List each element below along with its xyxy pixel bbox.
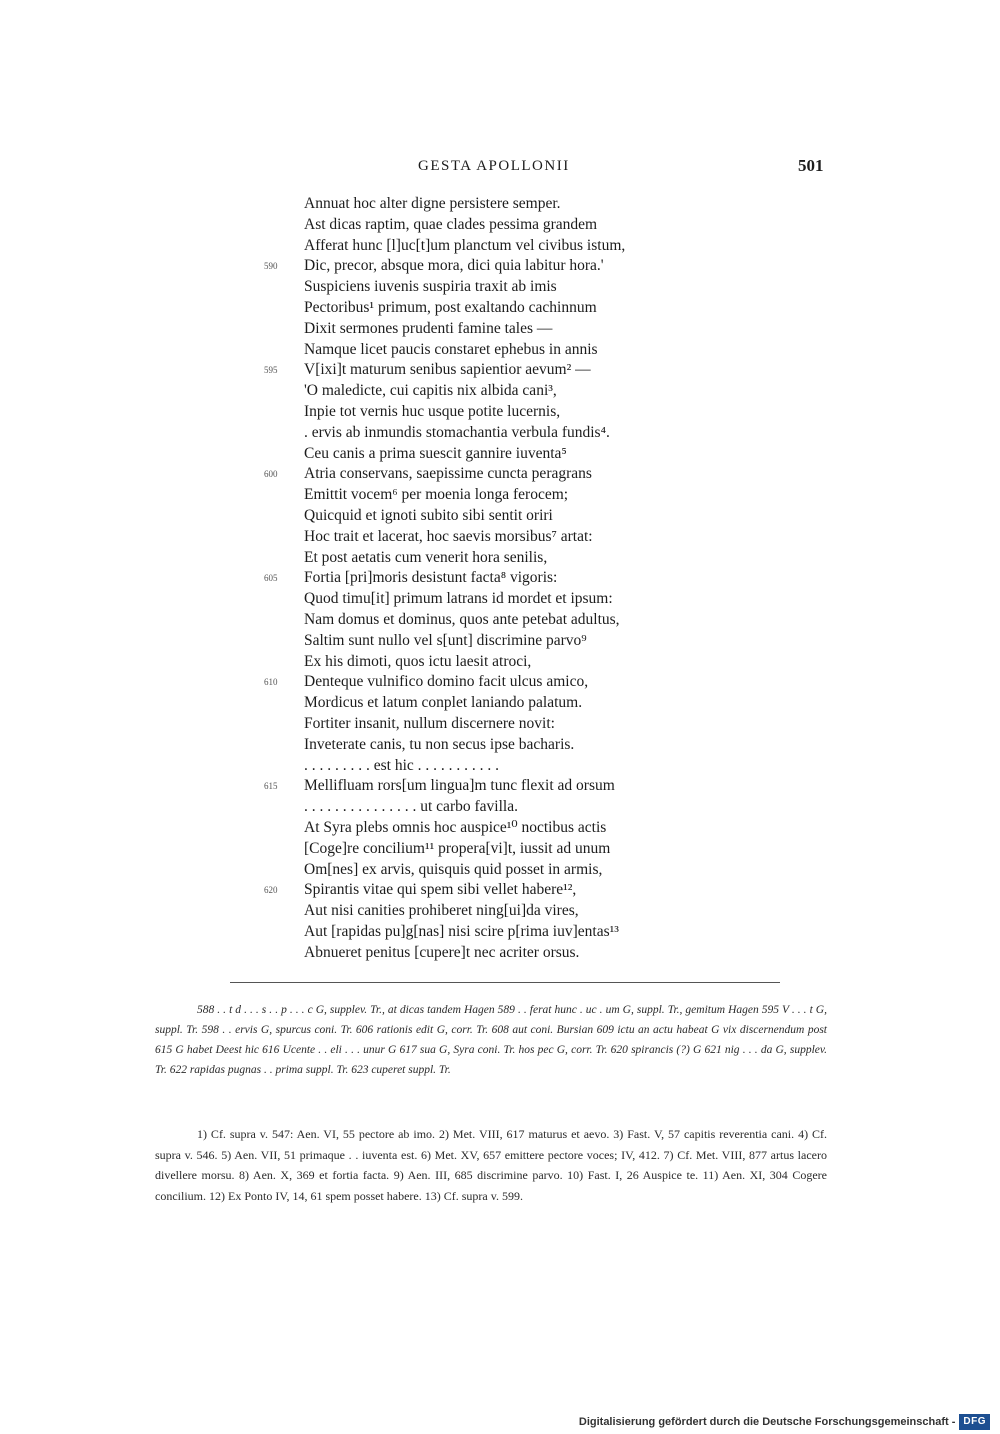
dfg-logo-text: DFG [963, 1416, 986, 1427]
line-number: 605 [264, 573, 278, 583]
verse-line: Dixit sermones prudenti famine tales — [304, 320, 553, 337]
verse-line: Om[nes] ex arvis, quisquis quid posset in armis, [304, 861, 603, 878]
footnotes-paragraph: 1) Cf. supra v. 547: Aen. VI, 55 pectore ab imo. 2) Met. VIII, 617 maturus et aevo. 3) Fast. V, 57 capitis reverentia cani. 4) Cf. supra v. 546. 5) Aen. VII, 51 primaque . . iuventa est. 6) Met. XV, 657 emittere pectore voces; IV, 412. 7) Cf. Met. VIII, 877 artus lacero divellere morsu. 8) Aen. X, 369 et fortia facta. 9) Aen. III, 685 discrimine parvo. 10) Fast. I, 26 Auspice te. 11) Aen. XI, 304 Cogere concilium. 12) Ex Ponto IV, 14, 61 spem posset habere. 13) Cf. supra v. 599. [155, 1127, 827, 1203]
verse-line: Suspiciens iuvenis suspiria traxit ab imis [304, 278, 557, 295]
line-number: 595 [264, 365, 278, 375]
page-number: 501 [798, 156, 824, 175]
verse-line: 'O maledicte, cui capitis nix albida cani³, [304, 382, 557, 399]
verse-line: Ex his dimoti, quos ictu laesit atroci, [304, 653, 532, 670]
credit-text: Digitalisierung gefördert durch die Deutsche Forschungsgemeinschaft - [578, 1416, 956, 1428]
verse-line: Ceu canis a prima suescit gannire iuventa⁵ [304, 445, 567, 462]
line-number: 590 [264, 261, 278, 271]
separator-rule [230, 982, 780, 983]
line-number: 600 [264, 469, 278, 479]
verse-line: Atria conservans, saepissime cuncta peragrans [304, 465, 592, 482]
verse-line: Abnueret penitus [cupere]t nec acriter orsus. [304, 944, 580, 961]
verse-line: Nam domus et dominus, quos ante petebat adultus, [304, 611, 620, 628]
footnotes [155, 1124, 827, 1206]
verse-line: Dic, precor, absque mora, dici quia labitur hora.' [304, 257, 604, 274]
running-title: GESTA APOLLONII [418, 158, 570, 174]
verse-line: Fortiter insanit, nullum discernere novit: [304, 715, 555, 732]
verse-line: V[ixi]t maturum senibus sapientior aevum² — [304, 361, 591, 378]
verse-line: Emittit vocem⁶ per moenia longa ferocem; [304, 486, 569, 503]
verse-line: Namque licet paucis constaret ephebus in annis [304, 341, 598, 358]
verse-line: Fortia [pri]moris desistunt facta⁸ vigoris: [304, 569, 558, 586]
verse-line: Saltim sunt nullo vel s[unt] discrimine parvo⁹ [304, 632, 587, 649]
verse-line: Hoc trait et lacerat, hoc saevis morsibus⁷ artat: [304, 528, 593, 545]
verse-line: [Coge]re concilium¹¹ propera[vi]t, iussit ad unum [304, 840, 611, 857]
page-header [0, 158, 1000, 182]
verse-line: Inpie tot vernis huc usque potite lucernis, [304, 403, 561, 420]
verse-line: Annuat hoc alter digne persistere semper. [304, 195, 561, 212]
verse-line: Quicquid et ignoti subito sibi sentit oriri [304, 507, 553, 524]
line-number: 620 [264, 885, 278, 895]
digitization-credit [579, 1414, 990, 1430]
verse-line: Inveterate canis, tu non secus ipse bacharis. [304, 736, 575, 753]
verse-line: Aut nisi canities prohiberet ning[ui]da vires, [304, 902, 579, 919]
verse-line: . . . . . . . . . est hic . . . . . . . . . . . [304, 757, 500, 774]
verse-line: Denteque vulnifico domino facit ulcus amico, [304, 673, 589, 690]
verse-line: Ast dicas raptim, quae clades pessima grandem [304, 216, 598, 233]
verse-line: Mordicus et latum conplet laniando palatum. [304, 694, 583, 711]
verse-line: Spirantis vitae qui spem sibi vellet habere¹², [304, 881, 577, 898]
verse-line: Quod timu[it] primum latrans id mordet et ipsum: [304, 590, 613, 607]
verse-line: . ervis ab inmundis stomachantia verbula fundis⁴. [304, 424, 610, 441]
verse-line: . . . . . . . . . . . . . . . ut carbo favilla. [304, 798, 518, 815]
line-number: 610 [264, 677, 278, 687]
verse-line: Et post aetatis cum venerit hora senilis, [304, 549, 548, 566]
verse-line: Mellifluam rors[um lingua]m tunc flexit ad orsum [304, 777, 615, 794]
verse-line: Pectoribus¹ primum, post exaltando cachinnum [304, 299, 597, 316]
dfg-logo [959, 1414, 990, 1430]
verse-line: At Syra plebs omnis hoc auspice¹⁰ noctibus actis [304, 819, 607, 836]
verse-line: Afferat hunc [l]uc[t]um planctum vel civibus istum, [304, 237, 626, 254]
line-number: 615 [264, 781, 278, 791]
apparatus-paragraph: 588 . . t d . . . s . . p . . . c G, supplev. Tr., at dicas tandem Hagen 589 . . ferat hunc . uc . um G, suppl. Tr., gemitum Hagen 595 V . . . t G, suppl. Tr. 598 . . ervis G, spurcus coni. Tr. 606 rationis edit G, corr. Tr. 608 aut coni. Bursian 609 ictu an actu habeat G vix discernendum post 615 G habet Deest hic 616 Ucente . . eli . . . unur G 617 sua G, Syra coni. Tr. hos pec G, corr. Tr. 620 spirancis (?) G 621 nig . . . da G, supplev. Tr. 622 rapidas pugnas . . prima suppl. Tr. 623 cuperet suppl. Tr. [155, 1004, 827, 1076]
verse-line: Aut [rapidas pu]g[nas] nisi scire p[rima iuv]entas¹³ [304, 923, 619, 940]
critical-apparatus [155, 1000, 827, 1080]
